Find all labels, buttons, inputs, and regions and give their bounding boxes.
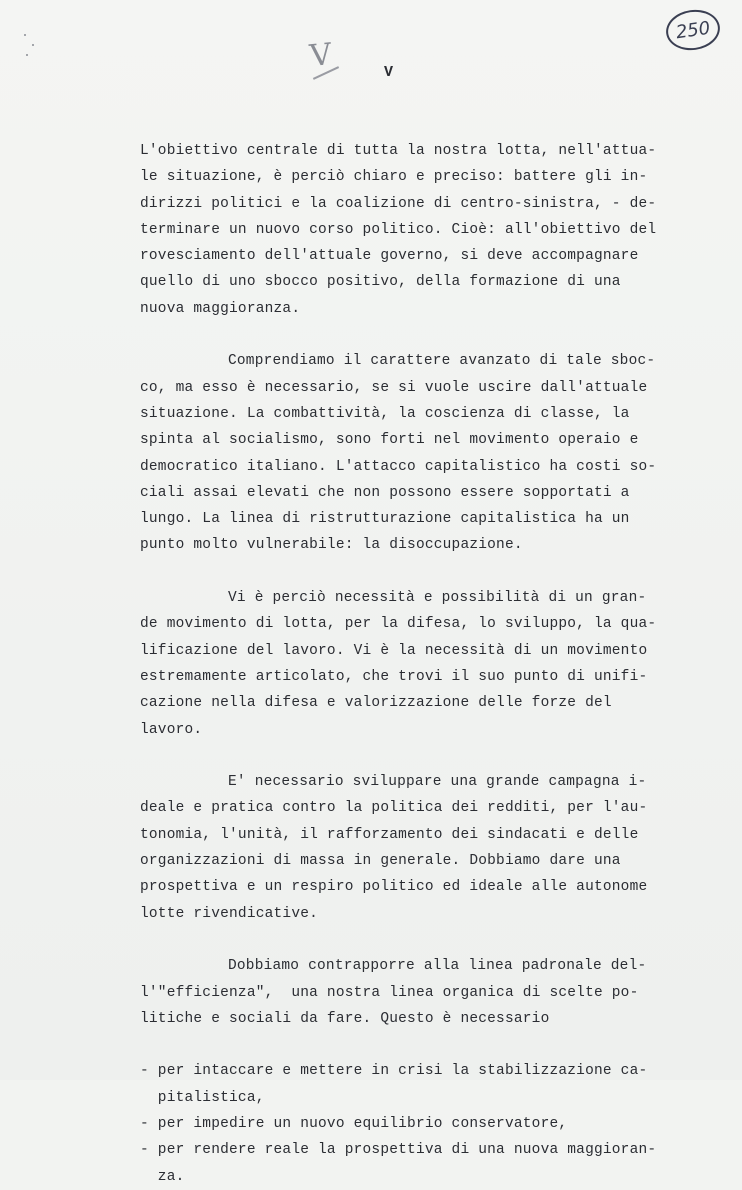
text-line: - per impedire un nuovo equilibrio conservatore, (140, 1115, 568, 1132)
margin-specks (22, 30, 36, 60)
text-line: co, ma esso è necessario, se si vuole uscire dall'attuale (140, 379, 648, 396)
text-line: L'obiettivo centrale di tutta la nostra lotta, nell'attua- (140, 143, 657, 159)
text-line: cazione nella difesa e valorizzazione delle forze del (140, 695, 612, 712)
text-line: lavoro. (140, 721, 203, 738)
text-line: dirizzi politici e la coalizione di centro-sinistra, - de- (140, 195, 657, 212)
text-line: litiche e sociali da fare. Questo è necessario (140, 1010, 550, 1027)
text-line: de movimento di lotta, per la difesa, lo sviluppo, la qua- (140, 616, 657, 633)
text-line: estremamente articolato, che trovi il suo punto di unifi- (140, 668, 648, 685)
text-line: tonomia, l'unità, il rafforzamento dei sindacati e delle (140, 826, 639, 843)
text-line: lotte rivendicative. (140, 905, 319, 922)
text-line: quello di uno sbocco positivo, della formazione di una (140, 274, 621, 291)
text-line: terminare un nuovo corso politico. Cioè: all'obiettivo del (140, 221, 657, 238)
text-line: Vi è perciò necessità e possibilità di un gran- (228, 590, 647, 607)
text-line: spinta al socialismo, sono forti nel movimento operaio e (140, 432, 639, 449)
text-line: punto molto vulnerabile: la disoccupazione. (140, 537, 523, 554)
text-line: deale e pratica contro la politica dei redditi, per l'au- (140, 800, 648, 817)
text-line: pitalistica, (140, 1089, 265, 1106)
text-line: situazione. La combattività, la coscienza di classe, la (140, 405, 630, 422)
speck (26, 54, 28, 56)
speck (32, 44, 34, 46)
text-line: rovesciamento dell'attuale governo, si deve accompagnare (140, 248, 639, 265)
text-line: E' necessario sviluppare una grande campagna i- (228, 774, 647, 791)
handwritten-mark: V (308, 36, 334, 75)
section-heading: V (384, 64, 394, 81)
text-line: lificazione del lavoro. Vi è la necessità di un movimento (140, 642, 648, 659)
text-line: l'"efficienza", una nostra linea organica di scelte po- (140, 984, 639, 1001)
paragraph (140, 1058, 660, 1189)
text-line: - per intaccare e mettere in crisi la stabilizzazione ca- (140, 1063, 648, 1080)
text-line: democratico italiano. L'attacco capitalistico ha costi so- (140, 458, 657, 475)
text-line: le situazione, è perciò chiaro e preciso: battere gli in- (140, 169, 648, 186)
text-line: nuova maggioranza. (140, 300, 301, 317)
paragraph (140, 953, 660, 1032)
text-line: ciali assai elevati che non possono essere sopportati a (140, 484, 630, 501)
text-line: Dobbiamo contrapporre alla linea padronale del- (228, 958, 647, 975)
stamp-number: 250 (674, 17, 712, 43)
text-line: za. (140, 1168, 185, 1185)
speck (24, 34, 26, 36)
text-line: - per rendere reale la prospettiva di una nuova maggioran- (140, 1142, 657, 1159)
archive-page-number-stamp (663, 6, 722, 53)
text-line: organizzazioni di massa in generale. Dobbiamo dare una (140, 853, 621, 870)
paragraph (140, 138, 660, 322)
text-line: lungo. La linea di ristrutturazione capitalistica ha un (140, 511, 630, 528)
paragraph (140, 348, 660, 558)
typed-body-text (140, 138, 660, 1190)
text-line: Comprendiamo il carattere avanzato di tale sboc- (228, 353, 656, 370)
paragraph (140, 769, 660, 927)
paragraph (140, 585, 660, 743)
text-line: prospettiva e un respiro politico ed ideale alle autonome (140, 879, 648, 896)
